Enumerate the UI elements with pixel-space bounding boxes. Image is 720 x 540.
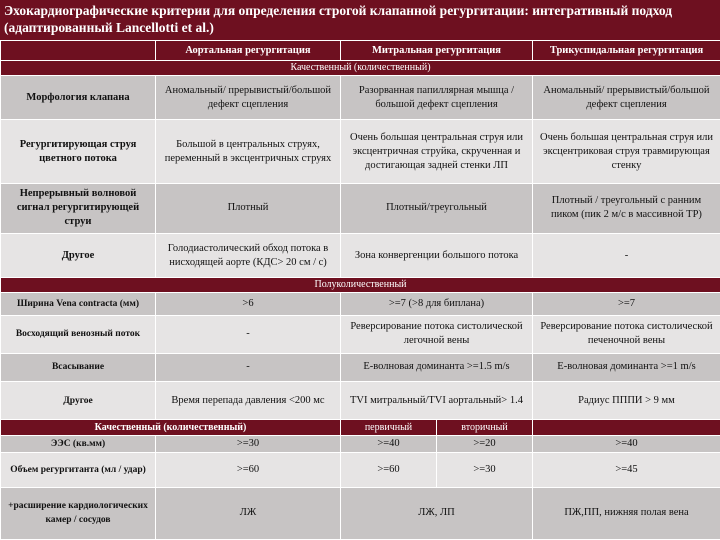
cell-aortic: - bbox=[156, 353, 341, 381]
section-quantitative-spacer bbox=[533, 420, 720, 436]
cell-mitral-secondary: >=20 bbox=[437, 436, 533, 453]
section-qualitative bbox=[1, 61, 720, 76]
cell-tricuspid: >=45 bbox=[533, 453, 720, 487]
mitral-secondary-header: вторичный bbox=[437, 420, 533, 436]
row-label: ЭЭС (кв.мм) bbox=[1, 436, 156, 453]
cell-aortic: ЛЖ bbox=[156, 487, 341, 539]
table-row bbox=[1, 381, 720, 419]
cell-aortic: Время перепада давления <200 мс bbox=[156, 381, 341, 419]
header-tricuspid: Трикуспидальная регургитация bbox=[533, 41, 720, 61]
mitral-primary-header: первичный bbox=[341, 420, 437, 436]
table-row bbox=[1, 76, 720, 120]
row-label: +расширение кардиологических камер / сосудов bbox=[1, 487, 156, 539]
cell-mitral: Плотный/треугольный bbox=[341, 183, 533, 233]
cell-tricuspid: E-волновая доминанта >=1 m/s bbox=[533, 353, 720, 381]
cell-mitral: ЛЖ, ЛП bbox=[341, 487, 533, 539]
cell-mitral: Зона конвергенции большого потока bbox=[341, 234, 533, 278]
row-label: Ширина Vena contracta (мм) bbox=[1, 293, 156, 315]
cell-tricuspid: Аномальный/ прерывистый/большой дефект сцепления bbox=[533, 76, 720, 120]
cell-aortic: Большой в центральных струях, переменный в эксцентричных струях bbox=[156, 120, 341, 183]
row-label: Морфология клапана bbox=[1, 76, 156, 120]
cell-mitral: TVI митральный/TVI аортальный> 1.4 bbox=[341, 381, 533, 419]
cell-aortic: Голодиастолический обход потока в нисходящей аорте (КДС> 20 см / с) bbox=[156, 234, 341, 278]
cell-aortic: Плотный bbox=[156, 183, 341, 233]
table-row bbox=[1, 234, 720, 278]
table-row bbox=[1, 183, 720, 233]
row-label: Всасывание bbox=[1, 353, 156, 381]
table-row bbox=[1, 436, 720, 453]
table-row bbox=[1, 453, 720, 487]
cell-mitral-secondary: >=30 bbox=[437, 453, 533, 487]
section-semiquantitative bbox=[1, 278, 720, 293]
cell-mitral: E-волновая доминанта >=1.5 m/s bbox=[341, 353, 533, 381]
table-row bbox=[1, 315, 720, 353]
row-label: Регургитирующая струя цветного потока bbox=[1, 120, 156, 183]
cell-aortic: >=60 bbox=[156, 453, 341, 487]
header-row bbox=[1, 41, 720, 61]
row-label: Другое bbox=[1, 234, 156, 278]
header-mitral: Митральная регургитация bbox=[341, 41, 533, 61]
table-row bbox=[1, 487, 720, 539]
cell-tricuspid: >=40 bbox=[533, 436, 720, 453]
row-label: Объем регургитанта (мл / удар) bbox=[1, 453, 156, 487]
cell-tricuspid: Плотный / треугольный с ранним пиком (пик 2 м/с в массивной ТР) bbox=[533, 183, 720, 233]
table-row bbox=[1, 120, 720, 183]
row-label: Непрерывный волновой сигнал регургитирующей струи bbox=[1, 183, 156, 233]
cell-mitral-primary: >=60 bbox=[341, 453, 437, 487]
table-row bbox=[1, 353, 720, 381]
cell-aortic: Аномальный/ прерывистый/большой дефект сцепления bbox=[156, 76, 341, 120]
cell-mitral: >=7 (>8 для биплана) bbox=[341, 293, 533, 315]
cell-aortic: >=30 bbox=[156, 436, 341, 453]
cell-tricuspid: Очень большая центральная струя или эксцентриковая струя травмирующая стенку bbox=[533, 120, 720, 183]
row-label: Другое bbox=[1, 381, 156, 419]
title-line-1: Эхокардиографические критерии для определения строгой клапанной регургитации: интегративный подход bbox=[4, 3, 673, 18]
cell-mitral-primary: >=40 bbox=[341, 436, 437, 453]
cell-tricuspid: Реверсирование потока систолической печеночной вены bbox=[533, 315, 720, 353]
section-quantitative bbox=[1, 420, 720, 436]
cell-mitral: Реверсирование потока систолической легочной вены bbox=[341, 315, 533, 353]
cell-mitral: Разорванная папиллярная мышца / большой дефект сцепления bbox=[341, 76, 533, 120]
table-row bbox=[1, 293, 720, 315]
cell-aortic: >6 bbox=[156, 293, 341, 315]
cell-mitral: Очень большая центральная струя или эксцентричная струйка, скрученная и достигающая задней стенки ЛП bbox=[341, 120, 533, 183]
row-label: Восходящий венозный поток bbox=[1, 315, 156, 353]
cell-tricuspid: ПЖ,ПП, нижняя полая вена bbox=[533, 487, 720, 539]
criteria-table bbox=[0, 40, 720, 540]
cell-tricuspid: - bbox=[533, 234, 720, 278]
header-aortic: Аортальная регургитация bbox=[156, 41, 341, 61]
cell-aortic: - bbox=[156, 315, 341, 353]
section-quantitative-label: Качественный (количественный) bbox=[1, 420, 341, 436]
section-qualitative-label: Качественный (количественный) bbox=[1, 61, 720, 76]
title-line-2: (адаптированный Lancellotti et al.) bbox=[4, 20, 214, 35]
cell-tricuspid: >=7 bbox=[533, 293, 720, 315]
header-corner bbox=[1, 41, 156, 61]
slide-title bbox=[0, 0, 720, 40]
section-semiquantitative-label: Полуколичественный bbox=[1, 278, 720, 293]
cell-tricuspid: Радиус ПППИ > 9 мм bbox=[533, 381, 720, 419]
